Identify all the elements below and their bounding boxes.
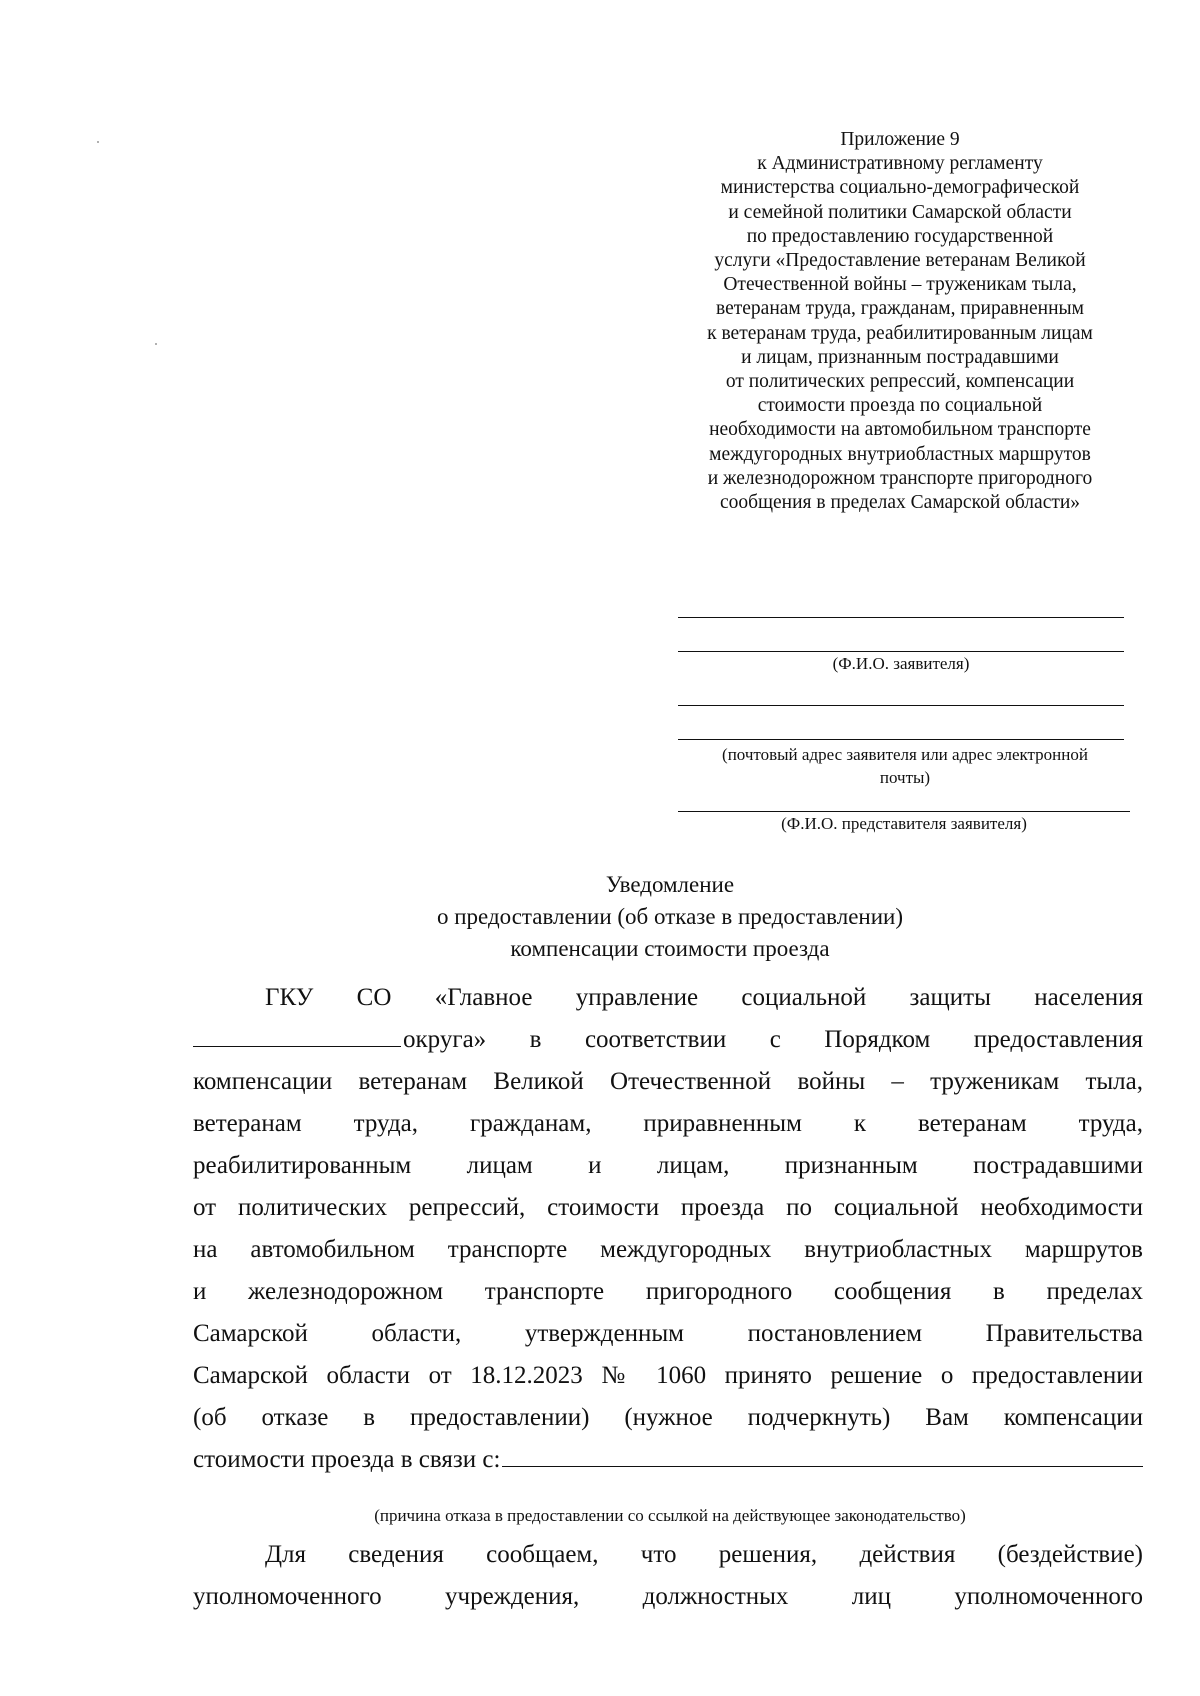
district-blank[interactable] [193,1022,401,1047]
appendix-line: Приложение 9 [840,129,960,150]
notice-body [193,977,1143,1481]
notice-title-line: компенсации стоимости проезда [510,936,830,961]
applicant-address-line-2[interactable] [678,739,1124,740]
notice-title-line: Уведомление [605,872,735,897]
scan-speck [155,343,157,345]
appendix-line: по предоставлению государственной [746,225,1054,247]
body-line: на автомобильном транспорте междугородных внутриобластных маршрутов [193,1236,1143,1263]
body-line: ветеранам труда, гражданам, приравненным к ветеранам труда, [193,1110,1143,1137]
appendix-line: к ветеранам труда, реабилитированным лицам [707,322,1093,344]
appendix-line: междугородных внутриобластных маршрутов [709,443,1091,465]
body-line: Самарской области от 18.12.2023 № 1060 принято решение о предоставлении [193,1362,1143,1389]
footer-line: уполномоченного учреждения, должностных лиц уполномоченного [193,1583,1143,1610]
body-line: и железнодорожном транспорте пригородного сообщения в пределах [193,1278,1143,1305]
representative-name-caption: (Ф.И.О. представителя заявителя) [781,814,1027,833]
appendix-line: Отечественной войны – труженикам тыла, [723,274,1077,296]
appendix-header [670,128,1130,515]
appendix-line: услуги «Предоставление ветеранам Великой [714,250,1086,272]
body-line-with-blank [193,1019,1143,1061]
body-line-with-blank [193,1439,1143,1481]
appendix-line: сообщения в пределах Самарской области» [719,492,1081,514]
footer-paragraph [193,1534,1143,1618]
body-line: от политических репрессий, стоимости проезда по социальной необходимости [193,1194,1143,1221]
footer-line: Для сведения сообщаем, что решения, действия (бездействие) [265,1541,1143,1568]
appendix-line: и лицам, признанным пострадавшими [741,346,1059,368]
applicant-address-line-1[interactable] [678,705,1124,706]
appendix-line: ветеранам труда, гражданам, приравненным [715,298,1084,320]
reason-caption: (причина отказа в предоставлении со ссылкой на действующее законодательство) [374,1506,966,1525]
applicant-name-line-1[interactable] [678,617,1124,618]
appendix-line: от политических репрессий, компенсации [725,371,1075,393]
applicant-name-caption: (Ф.И.О. заявителя) [832,654,970,673]
appendix-line: и семейной политики Самарской области [728,201,1072,223]
appendix-line: к Административному регламенту [757,153,1043,175]
appendix-line: министерства социально-демографической [720,177,1080,199]
appendix-line: стоимости проезда по социальной [757,395,1043,417]
body-line: (об отказе в предоставлении) (нужное подчеркнуть) Вам компенсации [193,1404,1143,1431]
applicant-address-caption-line1: (почтовый адрес заявителя или адрес электронной [722,745,1088,764]
body-line: округа» в соответствии с Порядком предоставления [403,1026,1143,1053]
appendix-line: и железнодорожном транспорте пригородного [707,467,1093,489]
scan-speck [97,141,99,143]
body-line: ГКУ СО «Главное управление социальной защиты населения [265,984,1143,1011]
body-line: Самарской области, утвержденным постановлением Правительства [193,1320,1143,1347]
representative-name-line[interactable] [678,811,1130,812]
reason-blank[interactable] [502,1442,1143,1467]
notice-title-line: о предоставлении (об отказе в предоставлении) [436,904,904,929]
body-line: стоимости проезда в связи с: [193,1446,501,1473]
body-line: реабилитированным лицам и лицам, признанным пострадавшими [193,1152,1143,1179]
applicant-address-caption-line2: почты) [879,768,931,787]
body-line: компенсации ветеранам Великой Отечественной войны – труженикам тыла, [193,1068,1143,1095]
applicant-name-line-2[interactable] [678,651,1124,652]
notice-title [190,869,1150,965]
appendix-line: необходимости на автомобильном транспорте [709,419,1091,441]
